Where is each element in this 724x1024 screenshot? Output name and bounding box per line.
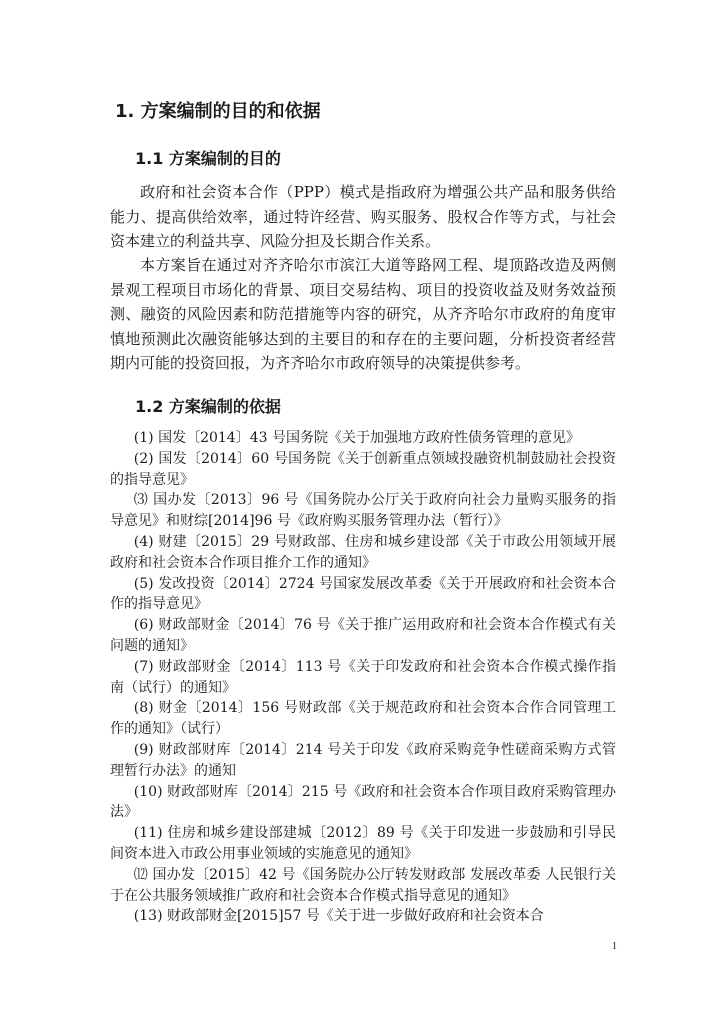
body-paragraph: 政府和社会资本合作（PPP）模式是指政府为增强公共产品和服务供给能力、提高供给效率，通过特许经营、购买服务、股权合作等方式，与社会资本建立的利益共享、风险分担及长期合作关系。 (110, 183, 616, 250)
reference-item: (13) 财政部财金[2015]57 号《关于进一步做好政府和社会资本合 (133, 908, 544, 925)
reference-item: ⑶ 国办发〔2013〕96 号《国务院办公厅关于政府向社会力量购买服务的指导意见》和财综[2014]96 号《政府购买服务管理办法（暂行）》 (110, 492, 616, 530)
reference-item: (9) 财政部财库〔2014〕214 号关于印发《政府采购竞争性磋商采购方式管理暂行办法》的通知 (110, 741, 616, 779)
reference-item: (5) 发改投资〔2014〕2724 号国家发展改革委《关于开展政府和社会资本合作的指导意见》 (110, 575, 616, 613)
reference-item: (6) 财政部财金〔2014〕76 号《关于推广运用政府和社会资本合作模式有关问题的通知》 (110, 617, 616, 654)
body-paragraph: 本方案旨在通过对齐齐哈尔市滨江大道等路网工程、堤顶路改造及两侧景观工程项目市场化的背景、项目交易结构、项目的投资收益及财务效益预测、融资的风险因素和防范措施等内容的研究，从齐齐哈尔市政府的角度审慎地预测此次融资能够达到的主要目的和存在的主要问题，分析投资者经营期内可能的投资回报，为齐齐哈尔市政府领导的决策提供参考。 (110, 256, 616, 372)
reference-item: (8) 财金〔2014〕156 号财政部《关于规范政府和社会资本合作合同管理工作的通知》（试行） (110, 700, 616, 738)
reference-list (110, 428, 616, 927)
reference-item: (10) 财政部财库〔2014〕215 号《政府和社会资本合作项目政府采购管理办法》 (110, 783, 616, 821)
section-heading-1-2: 1.2 方案编制的依据 (135, 397, 281, 416)
reference-item: (11) 住房和城乡建设部建城〔2012〕89 号《关于印发进一步鼓励和引导民间资本进入市政公用事业领域的实施意见的通知》 (110, 825, 616, 862)
chapter-heading: 1. 方案编制的目的和依据 (115, 101, 321, 122)
reference-item: (4) 财建〔2015〕29 号财政部、住房和城乡建设部《关于市政公用领域开展政府和社会资本合作项目推介工作的通知》 (110, 533, 616, 571)
section-heading-1-1: 1.1 方案编制的目的 (135, 149, 281, 168)
reference-item: ⑿ 国办发〔2015〕42 号《国务院办公厅转发财政部 发展改革委 人民银行关于在公共服务领域推广政府和社会资本合作模式指导意见的通知》 (110, 866, 616, 904)
reference-item: (1) 国发〔2014〕43 号国务院《关于加强地方政府性债务管理的意见》 (133, 430, 580, 446)
reference-item: (7) 财政部财金〔2014〕113 号《关于印发政府和社会资本合作模式操作指南（试行）的通知》 (110, 658, 616, 696)
page-number: 1 (612, 941, 617, 952)
reference-item: (2) 国发〔2014〕60 号国务院《关于创新重点领域投融资机制鼓励社会投资的指导意见》 (110, 450, 616, 488)
